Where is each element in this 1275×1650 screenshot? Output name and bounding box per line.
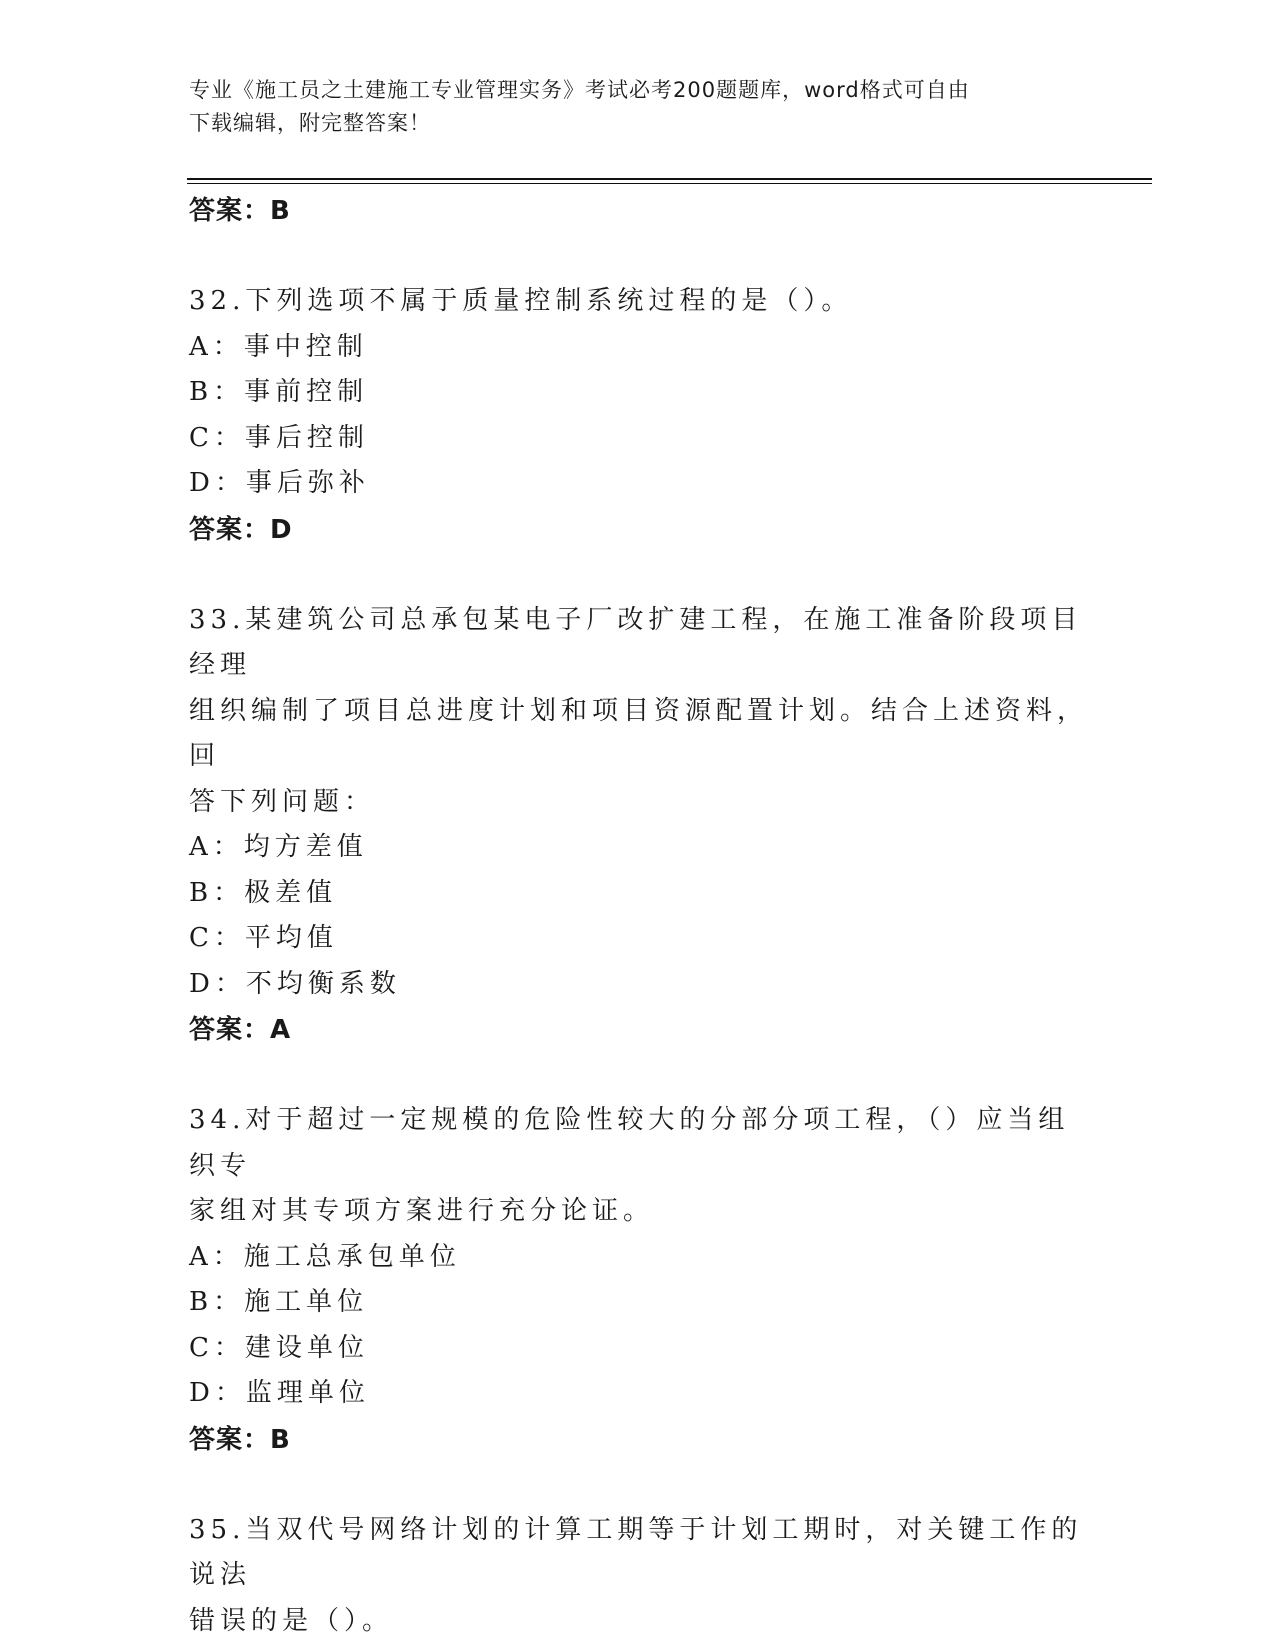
question-34-answer: 答案：B — [189, 1424, 291, 1455]
question-32-option-b: B：事前控制 — [189, 377, 369, 407]
spacer — [189, 234, 1089, 279]
question-34-text-line-2: 家组对其专项方案进行充分论证。 — [189, 1196, 655, 1226]
question-34-option-d: D：监理单位 — [189, 1378, 370, 1408]
question-32 — [189, 279, 1089, 553]
question-33-text-line-3: 答下列问题： — [189, 786, 376, 817]
question-33 — [189, 598, 1089, 1054]
question-34-text-line-1: 34.对于超过一定规模的危险性较大的分部分项工程，（）应当组织专 — [189, 1105, 1070, 1181]
document-header — [189, 74, 1089, 140]
question-33-option-d: D：不均衡系数 — [189, 968, 401, 999]
question-35-text-line-2: 错误的是（）。 — [189, 1605, 394, 1636]
header-line-2: 下载编辑，附完整答案！ — [189, 111, 431, 135]
header-line-1: 专业《施工员之土建施工专业管理实务》考试必考200题题库，word格式可自由 — [189, 78, 970, 102]
question-32-text: 32.下列选项不属于质量控制系统过程的是（）。 — [189, 286, 853, 316]
header-rule-thick — [187, 178, 1152, 180]
spacer — [189, 1053, 1089, 1098]
question-34-option-a: A：施工总承包单位 — [189, 1241, 461, 1272]
question-33-option-c: C：平均值 — [189, 923, 338, 953]
question-34-option-b: B：施工单位 — [189, 1287, 369, 1317]
question-34-option-c: C：建设单位 — [189, 1332, 369, 1363]
question-32-option-a: A：事中控制 — [189, 331, 368, 362]
question-33-option-b: B：极差值 — [189, 877, 338, 908]
spacer — [189, 553, 1089, 598]
question-list — [189, 188, 1089, 1644]
question-33-option-a: A：均方差值 — [189, 832, 368, 862]
question-34 — [189, 1098, 1089, 1463]
question-32-option-c: C：事后控制 — [189, 422, 369, 453]
question-33-answer: 答案：A — [189, 1015, 292, 1045]
question-33-text-line-2: 组织编制了项目总进度计划和项目资源配置计划。结合上述资料，回 — [189, 695, 1089, 771]
header-rule-thin — [187, 183, 1152, 184]
question-35-text-line-1: 35.当双代号网络计划的计算工期等于计划工期时，对关键工作的说法 — [189, 1514, 1083, 1590]
answer-31: 答案：B — [189, 196, 291, 226]
spacer — [189, 1463, 1089, 1508]
question-33-text-line-1: 33.某建筑公司总承包某电子厂改扩建工程，在施工准备阶段项目经理 — [189, 604, 1083, 680]
question-32-answer: 答案：D — [189, 514, 293, 545]
question-32-option-d: D：事后弥补 — [189, 468, 370, 498]
question-35 — [189, 1508, 1089, 1645]
